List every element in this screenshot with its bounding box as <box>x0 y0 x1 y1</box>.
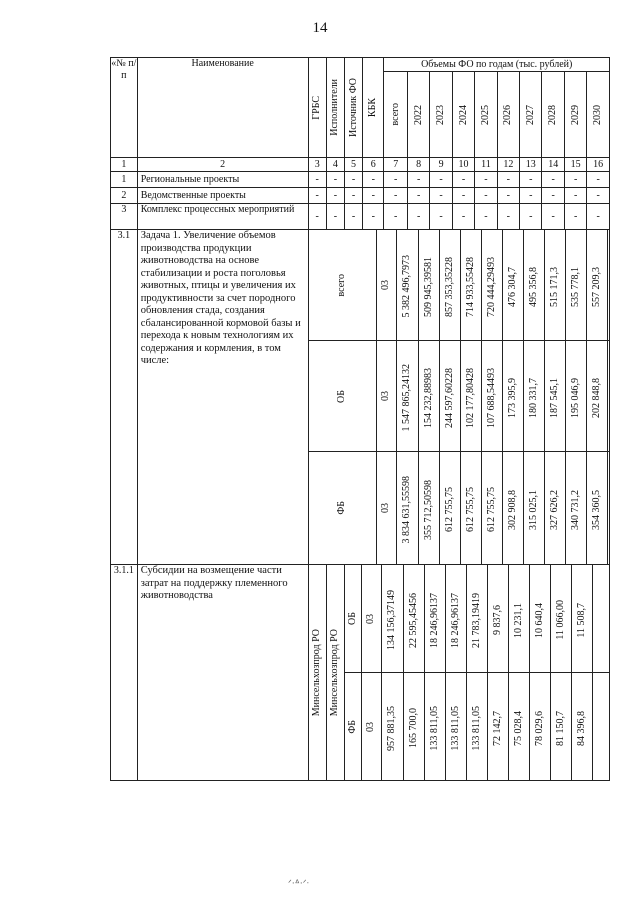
value-cell <box>482 452 503 564</box>
value-cell-text: 535 778,1 <box>569 266 581 307</box>
kbk-cell <box>362 673 382 780</box>
dash-cell: - <box>407 204 429 230</box>
value-cell-text: 495 356,8 <box>527 266 539 307</box>
dash-cell: - <box>430 172 452 188</box>
dash-cell: - <box>363 204 384 230</box>
dash-cell: - <box>344 172 362 188</box>
value-cell-text: 10 640,4 <box>533 602 545 638</box>
value-cell-text: 1 547 865,24132 <box>401 363 413 432</box>
dash-cell: - <box>407 188 429 204</box>
kbk-cell <box>362 565 382 672</box>
signature-mark: ᐟ·ᐞ·ᐟᐧ <box>288 878 309 888</box>
header-year: 2025 <box>479 104 491 125</box>
value-cell <box>503 452 524 564</box>
kbk-cell-text: 03 <box>365 613 377 624</box>
value-cell-text: 84 396,8 <box>575 710 587 746</box>
source-cell-text: всего <box>336 273 348 297</box>
header-kbk: КБК <box>367 97 379 118</box>
column-number-row <box>111 158 610 172</box>
value-cell <box>551 565 572 672</box>
value-cell <box>545 230 566 340</box>
dash-cell: - <box>475 204 497 230</box>
grbs-cell: Минсельхозпрод РО <box>311 628 323 717</box>
header-year: 2022 <box>412 104 424 125</box>
dash-cell: - <box>344 204 362 230</box>
dash-cell: - <box>475 188 497 204</box>
source-cell <box>309 230 377 340</box>
dash-cell: - <box>384 172 408 188</box>
header-year: 2029 <box>569 104 581 125</box>
value-cell <box>397 452 419 564</box>
header-year: 2026 <box>502 104 514 125</box>
column-number: 8 <box>407 158 429 172</box>
value-cell <box>461 341 482 451</box>
value-cell <box>530 673 551 780</box>
value-cell-text: 340 731,2 <box>569 489 581 530</box>
value-cell <box>425 565 446 672</box>
value-cell <box>397 341 419 451</box>
table-row <box>111 172 610 188</box>
value-cell <box>566 341 587 451</box>
value-cell <box>446 565 467 672</box>
table-row <box>111 204 610 230</box>
value-cell <box>382 565 404 672</box>
value-cell <box>467 673 488 780</box>
value-cell-text: 355 712,50598 <box>422 479 434 540</box>
source-cell-text: ФБ <box>336 501 348 515</box>
column-number: 3 <box>308 158 326 172</box>
source-cell-text: ОБ <box>346 612 358 625</box>
value-cell-text: 107 688,54493 <box>485 367 497 428</box>
value-cell <box>404 673 425 780</box>
kbk-cell-text: 03 <box>380 503 392 513</box>
header-ispolniteli: Исполнители <box>329 79 341 136</box>
row-name: Региональные проекты <box>137 172 308 188</box>
task-blocks <box>309 230 609 564</box>
value-cell-text: 18 246,96137 <box>428 592 440 648</box>
column-number: 7 <box>384 158 408 172</box>
value-cell <box>509 565 530 672</box>
value-cell <box>425 673 446 780</box>
column-number: 10 <box>452 158 474 172</box>
value-cell-text: 102 177,80428 <box>464 367 476 428</box>
value-cell-text: 202 848,8 <box>590 377 602 418</box>
value-cell-text: 165 700,0 <box>407 708 419 748</box>
subsidy-blocks <box>345 565 609 780</box>
value-cell-text: 957 881,35 <box>386 705 398 751</box>
value-cell <box>488 565 509 672</box>
value-cell <box>488 673 509 780</box>
source-cell <box>345 565 362 672</box>
column-number: 1 <box>111 158 138 172</box>
table-row <box>111 188 610 204</box>
header-no: «№ п/п <box>111 58 138 158</box>
funding-block <box>345 673 609 780</box>
column-number: 14 <box>542 158 564 172</box>
value-cell <box>404 565 425 672</box>
dash-cell: - <box>384 204 408 230</box>
subsidy-name: Субсидии на возмещение части затрат на поддержку племенного животноводства <box>137 565 308 781</box>
value-cell-text: 133 811,05 <box>449 705 461 751</box>
header-year: 2030 <box>592 104 604 125</box>
value-cell-text: 133 811,05 <box>428 705 440 751</box>
header-year: 2027 <box>524 104 536 125</box>
dash-cell: - <box>564 188 586 204</box>
value-cell-text: 78 029,6 <box>533 710 545 746</box>
dash-cell: - <box>430 204 452 230</box>
value-cell <box>461 452 482 564</box>
kbk-cell <box>377 452 397 564</box>
dash-cell: - <box>363 188 384 204</box>
dash-cell: - <box>452 204 474 230</box>
value-cell <box>461 230 482 340</box>
row-name: Ведомственные проекты <box>137 188 308 204</box>
value-cell-text: 133 811,05 <box>470 705 482 751</box>
dash-cell: - <box>308 204 326 230</box>
value-cell-text: 81 150,7 <box>554 710 566 746</box>
value-cell <box>572 673 593 780</box>
dash-cell: - <box>587 188 610 204</box>
column-number: 16 <box>587 158 610 172</box>
kbk-cell <box>377 341 397 451</box>
header-year: 2024 <box>457 104 469 125</box>
value-cell <box>587 341 608 451</box>
kbk-cell <box>377 230 397 340</box>
header-year: 2023 <box>435 104 447 125</box>
column-number: 9 <box>430 158 452 172</box>
value-cell-text: 612 755,75 <box>464 487 476 532</box>
column-number: 2 <box>137 158 308 172</box>
value-cell-text: 720 444,29493 <box>485 256 497 317</box>
value-cell-text: 612 755,75 <box>443 487 455 532</box>
dash-cell: - <box>520 172 542 188</box>
value-cell-text: 354 360,5 <box>590 489 602 530</box>
value-cell-text: 22 595,45456 <box>407 592 419 648</box>
source-cell <box>309 452 377 564</box>
dash-cell: - <box>308 172 326 188</box>
funding-table <box>110 57 610 781</box>
header-istochnik: Источник ФО <box>347 78 359 137</box>
kbk-cell-text: 03 <box>380 280 392 290</box>
value-cell-text: 195 046,9 <box>569 377 581 418</box>
value-cell <box>566 452 587 564</box>
row-name: Комплекс процессных мероприятий <box>137 204 308 230</box>
value-cell-text: 11 508,7 <box>575 602 587 638</box>
header-year: всего <box>389 103 401 126</box>
row-no: 3.1.1 <box>111 565 138 781</box>
task-name: Задача 1. Увеличение объемов производства продукции животноводства на основе стабилизации и роста поголовья животных, птицы и увеличения их продуктивности за счет породного обновления стада, создания сбалансированной кормовой базы и перехода к новым технологиям их содержания и кормления, в том числе: <box>137 230 308 565</box>
kbk-cell-text: 03 <box>380 391 392 401</box>
source-cell-text: ОБ <box>336 389 348 403</box>
row-no: 2 <box>111 188 138 204</box>
column-number: 6 <box>363 158 384 172</box>
value-cell <box>572 565 593 672</box>
value-cell <box>440 341 461 451</box>
dash-cell: - <box>497 188 519 204</box>
value-cell <box>509 673 530 780</box>
value-cell-text: 72 142,7 <box>491 710 503 746</box>
dash-cell: - <box>542 204 564 230</box>
dash-cell: - <box>363 172 384 188</box>
dash-cell: - <box>497 172 519 188</box>
value-cell-text: 3 834 631,55598 <box>401 475 413 544</box>
source-cell <box>345 673 362 780</box>
value-cell-text: 134 156,37149 <box>386 590 398 650</box>
value-cell-text: 476 304,7 <box>506 266 518 307</box>
column-number: 4 <box>326 158 344 172</box>
funding-block <box>309 341 609 452</box>
row-no: 3 <box>111 204 138 230</box>
value-cell-text: 315 025,1 <box>527 489 539 530</box>
dash-cell: - <box>520 188 542 204</box>
value-cell <box>419 230 440 340</box>
value-cell <box>587 230 608 340</box>
value-cell-text: 5 382 496,7973 <box>401 255 413 318</box>
value-cell-text: 327 626,2 <box>548 489 560 530</box>
value-cell-text: 173 395,9 <box>506 377 518 418</box>
column-number: 12 <box>497 158 519 172</box>
dash-cell: - <box>452 172 474 188</box>
value-cell-text: 9 837,6 <box>491 605 503 635</box>
value-cell <box>530 565 551 672</box>
dash-cell: - <box>384 188 408 204</box>
value-cell-text: 18 246,96137 <box>449 592 461 648</box>
header-name: Наименование <box>137 58 308 158</box>
header-year: 2028 <box>547 104 559 125</box>
value-cell <box>566 230 587 340</box>
dash-cell: - <box>497 204 519 230</box>
funding-block <box>309 230 609 341</box>
dash-cell: - <box>326 172 344 188</box>
value-cell <box>524 341 545 451</box>
value-cell-text: 10 231,1 <box>512 602 524 638</box>
source-cell <box>309 341 377 451</box>
dash-cell: - <box>542 172 564 188</box>
value-cell <box>446 673 467 780</box>
value-cell-text: 154 232,88983 <box>422 367 434 428</box>
value-cell-text: 244 597,60228 <box>443 367 455 428</box>
dash-cell: - <box>326 188 344 204</box>
value-cell <box>524 452 545 564</box>
value-cell <box>503 341 524 451</box>
funding-block <box>309 452 609 564</box>
source-cell-text: ФБ <box>346 719 358 734</box>
column-number: 5 <box>344 158 362 172</box>
column-number: 11 <box>475 158 497 172</box>
value-cell <box>482 341 503 451</box>
column-number: 15 <box>564 158 586 172</box>
value-cell-text: 21 783,19419 <box>470 592 482 648</box>
value-cell-text: 857 353,35228 <box>443 256 455 317</box>
ispolnitel-cell: Минсельхозпрод РО <box>329 628 341 717</box>
value-cell <box>382 673 404 780</box>
value-cell <box>397 230 419 340</box>
header-volumes: Объемы ФО по годам (тыс. рублей) <box>384 58 610 72</box>
value-cell <box>440 230 461 340</box>
kbk-cell-text: 03 <box>365 721 377 732</box>
value-cell-text: 515 171,3 <box>548 266 560 307</box>
page-number: 14 <box>312 20 328 36</box>
value-cell <box>587 452 608 564</box>
dash-cell: - <box>520 204 542 230</box>
dash-cell: - <box>326 204 344 230</box>
value-cell-text: 11 066,00 <box>554 600 566 640</box>
value-cell <box>545 341 566 451</box>
value-cell <box>524 230 545 340</box>
value-cell <box>419 341 440 451</box>
value-cell <box>482 230 503 340</box>
value-cell-text: 557 209,3 <box>590 266 602 307</box>
dash-cell: - <box>344 188 362 204</box>
value-cell-text: 187 545,1 <box>548 377 560 418</box>
value-cell <box>551 673 572 780</box>
subsidy-row <box>111 565 610 781</box>
dash-cell: - <box>587 172 610 188</box>
value-cell <box>440 452 461 564</box>
value-cell-text: 714 933,55428 <box>464 256 476 317</box>
funding-block <box>345 565 609 673</box>
row-no: 1 <box>111 172 138 188</box>
dash-cell: - <box>308 188 326 204</box>
task-row <box>111 230 610 565</box>
value-cell-text: 612 755,75 <box>485 487 497 532</box>
dash-cell: - <box>430 188 452 204</box>
value-cell-text: 509 945,39581 <box>422 256 434 317</box>
value-cell-text: 75 028,4 <box>512 710 524 746</box>
dash-cell: - <box>587 204 610 230</box>
dash-cell: - <box>542 188 564 204</box>
dash-cell: - <box>564 204 586 230</box>
column-number: 13 <box>520 158 542 172</box>
value-cell <box>419 452 440 564</box>
value-cell <box>467 565 488 672</box>
value-cell <box>503 230 524 340</box>
dash-cell: - <box>407 172 429 188</box>
dash-cell: - <box>564 172 586 188</box>
dash-cell: - <box>452 188 474 204</box>
header-grbs: ГРБС <box>311 95 323 120</box>
dash-cell: - <box>475 172 497 188</box>
value-cell-text: 180 331,7 <box>527 377 539 418</box>
row-no: 3.1 <box>111 230 138 565</box>
value-cell-text: 302 908,8 <box>506 489 518 530</box>
value-cell <box>545 452 566 564</box>
